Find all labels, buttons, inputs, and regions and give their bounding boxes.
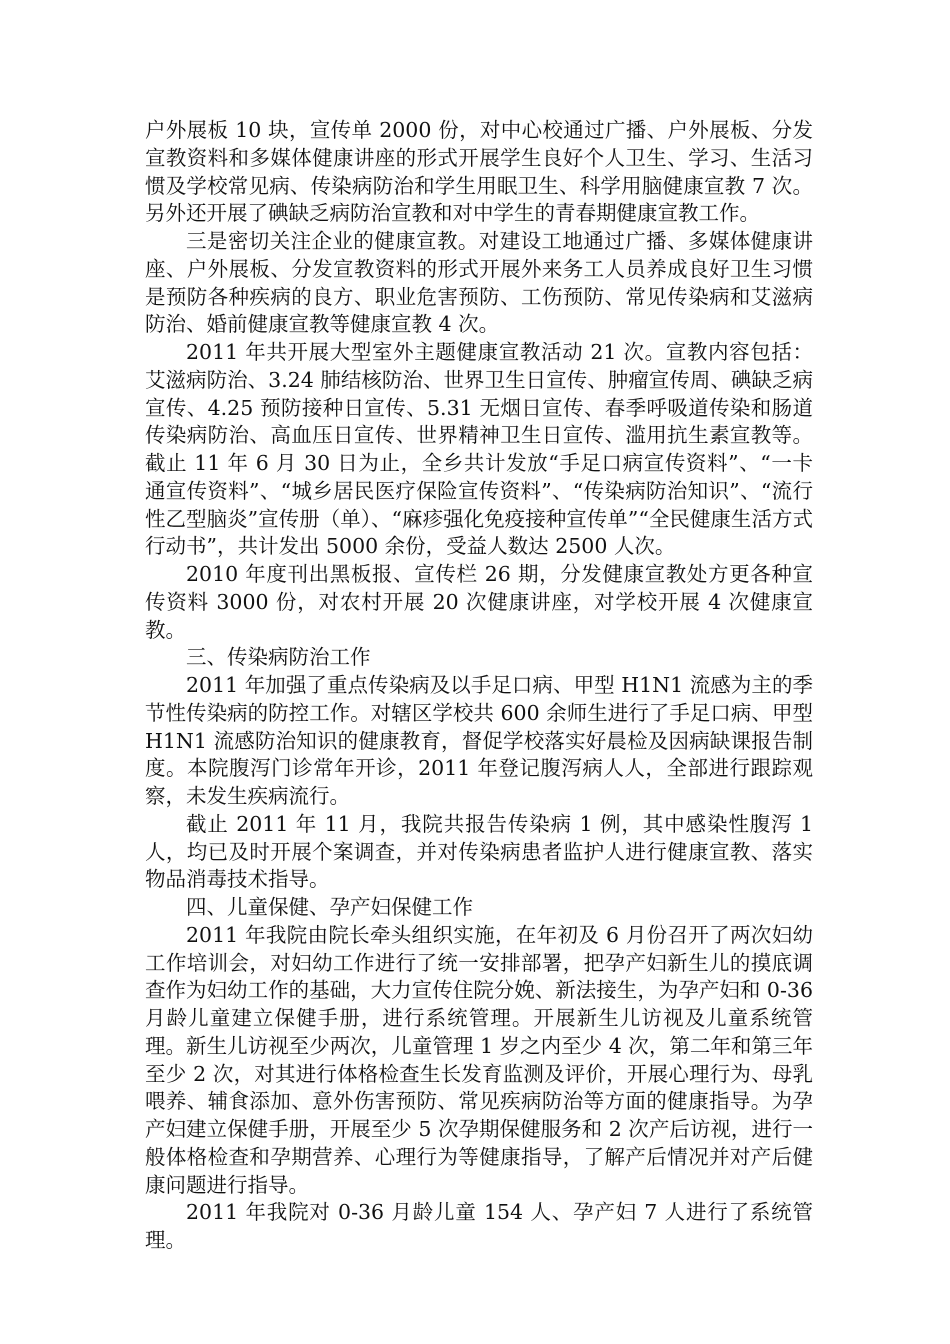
paragraph-disease-reports: 截止 2011 年 11 月，我院共报告传染病 1 例，其中感染性腹泻 1 人，均已及时开展个案调查，并对传染病患者监护人进行健康宣教、落实物品消毒技术指导。 [145,811,813,892]
paragraph-disease-prevention: 2011 年加强了重点传染病及以手足口病、甲型 H1N1 流感为主的季节性传染病的防控工作。对辖区学校共 600 余师生进行了手足口病、甲型 H1N1 流感防治知识的健康教育，督促学校落实好晨检及因病缺课报告制度。本院腹泻门诊常年开诊，2011 年登记腹泻病人人，全部进行跟踪观察，未发生疾病流行。 [145,673,813,808]
section-heading-child-maternal-health: 四、儿童保健、孕产妇保健工作 [186,895,473,919]
section-heading-infectious-disease: 三、传染病防治工作 [186,645,371,670]
paragraph-outdoor-campaigns: 2011 年共开展大型室外主题健康宣教活动 21 次。宣教内容包括：艾滋病防治、3.24 肺结核防治、世界卫生日宣传、肿瘤宣传周、碘缺乏病宣传、4.25 预防接种日宣传、5.31 无烟日宣传、春季呼吸道传染和肠道传染病防治、高血压日宣传、世界精神卫生日宣传、滥用抗生素宣教等。 截止 11 年 6 月 30 日为止，全乡共计发放“手足口病宣传资料”、“一卡通宣传资料”、“城乡居民医疗保险宣传资料”、“传染病防治知识”、“流行性乙型脑炎”宣传册（单）、“麻疹强化免疫接种宣传单”“全民健康生活方式行动书”，共计发出 5000 余份，受益人数达 2500 人次。 [145,340,813,559]
paragraph-enterprise-education: 三是密切关注企业的健康宣教。对建设工地通过广播、多媒体健康讲座、户外展板、分发宣教资料的形式开展外来务工人员养成良好卫生习惯是预防各种疾病的良方、职业危害预防、工伤预防、常见传染病和艾滋病防治、婚前健康宣教等健康宣教 4 次。 [145,229,813,337]
paragraph-management-results: 2011 年我院对 0-36 月龄儿童 154 人、孕产妇 7 人进行了系统管理。 [145,1200,813,1252]
paragraph-school-education: 户外展板 10 块，宣传单 2000 份，对中心校通过广播、户外展板、分发宣教资料和多媒体健康讲座的形式开展学生良好个人卫生、学习、生活习惯及学校常见病、传染病防治和学生用眠卫生、科学用脑健康宣教 7 次。另外还开展了碘缺乏病防治宣教和对中学生的青春期健康宣教工作。 [145,118,813,226]
paragraph-2010-summary: 2010 年度刊出黑板报、宣传栏 26 期，分发健康宣教处方更各种宣传资料 3000 份，对农村开展 20 次健康讲座，对学校开展 4 次健康宣教。 [145,562,813,642]
paragraph-maternal-child-program: 2011 年我院由院长牵头组织实施，在年初及 6 月份召开了两次妇幼工作培训会，对妇幼工作进行了统一安排部署，把孕产妇新生儿的摸底调查作为妇幼工作的基础，大力宣传住院分娩、新法接生，为孕产妇和 0-36 月龄儿童建立保健手册，进行系统管理。开展新生儿访视及儿童系统管理。新生儿访视至少两次，儿童管理 1 岁之内至少 4 次，第二年和第三年至少 2 次，对其进行体格检查生长发育监测及评价，开展心理行为、母乳喂养、辅食添加、意外伤害预防、常见疾病防治等方面的健康指导。为孕产妇建立保健手册，开展至少 5 次孕期保健服务和 2 次产后访视，进行一般体格检查和孕期营养、心理行为等健康指导，了解产后情况并对产后健康问题进行指导。 [145,922,813,1197]
document-page [145,117,813,1255]
